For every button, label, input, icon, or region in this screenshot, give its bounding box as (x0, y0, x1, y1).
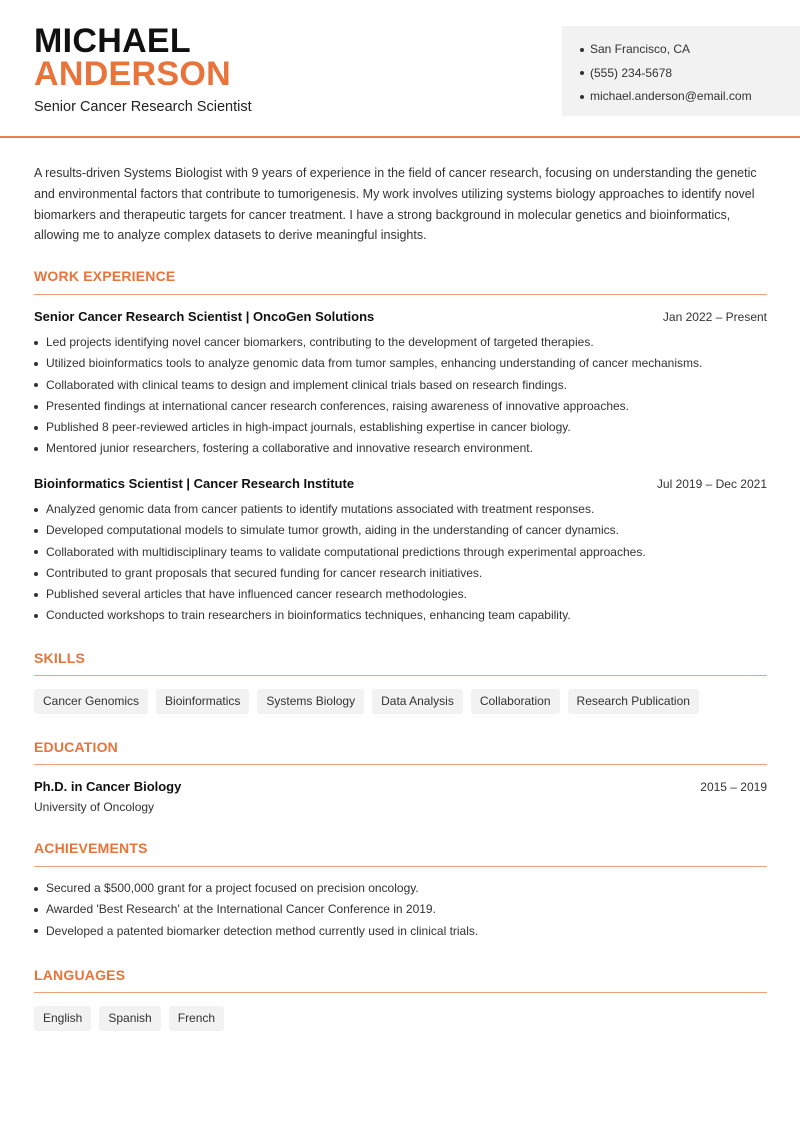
list-item-text: Collaborated with multidisciplinary teams to validate computational predictions through experimental approaches. (46, 544, 646, 559)
list-item (34, 499, 774, 520)
list-item (34, 605, 774, 626)
skill-tag: Systems Biology (257, 689, 364, 714)
bullet-icon (34, 529, 38, 533)
list-item-text: Utilized bioinformatics tools to analyze genomic data from tumor samples, enhancing understanding of cancer mechanisms. (46, 356, 703, 371)
section-divider (34, 866, 767, 867)
list-item (34, 563, 774, 584)
bullet-icon (34, 887, 38, 891)
section-title-skills: SKILLS (34, 650, 85, 666)
list-item (34, 396, 774, 417)
list-item (34, 878, 774, 899)
bullet-icon (34, 908, 38, 912)
contact-box (562, 26, 800, 116)
resume-header (0, 0, 800, 138)
contact-location (580, 38, 800, 62)
bullet-icon (34, 362, 38, 366)
contact-phone-text: (555) 234-5678 (590, 65, 673, 80)
list-item-text: Mentored junior researchers, fostering a collaborative and innovative research environment. (46, 441, 533, 456)
list-item (34, 417, 774, 438)
bullet-icon (34, 405, 38, 409)
list-item-text: Developed a patented biomarker detection method currently used in clinical trials. (46, 923, 479, 938)
list-item-text: Collaborated with clinical teams to design and implement clinical trials based on research findings. (46, 377, 567, 392)
contact-email (580, 85, 800, 109)
section-divider (34, 294, 767, 295)
language-tag: French (169, 1006, 224, 1031)
list-item (34, 520, 774, 541)
list-item-text: Secured a $500,000 grant for a project focused on precision oncology. (46, 881, 419, 895)
job-bullets (34, 499, 774, 627)
education-degree: Ph.D. in Cancer Biology (34, 779, 182, 794)
list-item (34, 921, 774, 942)
summary-paragraph: A results-driven Systems Biologist with 9 years of experience in the field of cancer research, focusing on understanding the genetic and environmental factors that contribute to tumorigenesis. My work involves utilizing systems biology approaches to identify novel biomarkers and therapeutic targets for cancer treatment. I have a strong background in molecular genetics and bioinformatics, allowing me to analyze complex datasets to derive meaningful insights. (34, 166, 757, 243)
list-item-text: Published several articles that have influenced cancer research methodologies. (46, 587, 467, 602)
list-item-text: Developed computational models to simulate tumor growth, aiding in the understanding of cancer dynamics. (46, 523, 619, 538)
education-school: University of Oncology (34, 800, 155, 814)
job-title: Senior Cancer Research Scientist (34, 99, 252, 115)
skill-tag: Data Analysis (372, 689, 463, 714)
list-item-text: Led projects identifying novel cancer biomarkers, contributing to the development of targeted therapies. (46, 335, 594, 349)
bullet-icon (34, 929, 38, 933)
education-header (34, 779, 767, 794)
education-dates: 2015 – 2019 (700, 780, 767, 794)
bullet-icon (34, 447, 38, 451)
skill-tag: Research Publication (568, 689, 699, 714)
skill-tag: Collaboration (471, 689, 560, 714)
section-title-work: WORK EXPERIENCE (34, 268, 176, 284)
contact-location-text: San Francisco, CA (590, 42, 691, 56)
achievements-list (34, 878, 774, 942)
bullet-icon (34, 614, 38, 618)
list-item-text: Analyzed genomic data from cancer patients to identify mutations associated with treatment responses. (46, 502, 595, 516)
bullet-icon (580, 71, 584, 75)
list-item (34, 899, 774, 920)
list-item-text: Awarded 'Best Research' at the International Cancer Conference in 2019. (46, 902, 436, 917)
job-bullets (34, 332, 774, 460)
contact-phone (580, 62, 800, 86)
bullet-icon (34, 426, 38, 430)
job-role: Senior Cancer Research Scientist | OncoGen Solutions (34, 309, 375, 324)
section-title-achievements: ACHIEVEMENTS (34, 840, 148, 856)
list-item (34, 542, 774, 563)
job-dates: Jan 2022 – Present (662, 310, 767, 324)
bullet-icon (580, 95, 584, 99)
skill-tag: Cancer Genomics (34, 689, 148, 714)
list-item (34, 332, 774, 353)
languages-list (34, 1006, 224, 1031)
list-item (34, 584, 774, 605)
section-divider (34, 675, 767, 676)
bullet-icon (34, 383, 38, 387)
list-item-text: Presented findings at international cancer research conferences, raising awareness of innovative approaches. (46, 398, 630, 413)
list-item (34, 375, 774, 396)
list-item (34, 353, 774, 374)
job-header (34, 476, 767, 491)
skill-tag: Bioinformatics (156, 689, 249, 714)
section-divider (34, 992, 767, 993)
job-header (34, 309, 767, 324)
list-item-text: Conducted workshops to train researchers in bioinformatics techniques, enhancing team capability. (46, 608, 571, 623)
bullet-icon (34, 593, 38, 597)
section-title-education: EDUCATION (34, 739, 118, 755)
section-divider (34, 764, 767, 765)
job-role: Bioinformatics Scientist | Cancer Research Institute (34, 476, 355, 491)
language-tag: Spanish (99, 1006, 160, 1031)
skills-list (34, 689, 699, 714)
bullet-icon (34, 550, 38, 554)
bullet-icon (580, 48, 584, 52)
bullet-icon (34, 341, 38, 345)
first-name: MICHAEL (34, 22, 191, 60)
language-tag: English (34, 1006, 91, 1031)
list-item (34, 438, 774, 459)
bullet-icon (34, 572, 38, 576)
list-item-text: Contributed to grant proposals that secured funding for cancer research initiatives. (46, 565, 483, 580)
last-name: ANDERSON (34, 55, 231, 93)
contact-email-text: michael.anderson@email.com (590, 89, 752, 103)
job-dates: Jul 2019 – Dec 2021 (656, 477, 767, 491)
section-title-languages: LANGUAGES (34, 967, 126, 983)
list-item-text: Published 8 peer-reviewed articles in high-impact journals, establishing expertise in cancer biology. (46, 420, 571, 435)
bullet-icon (34, 508, 38, 512)
